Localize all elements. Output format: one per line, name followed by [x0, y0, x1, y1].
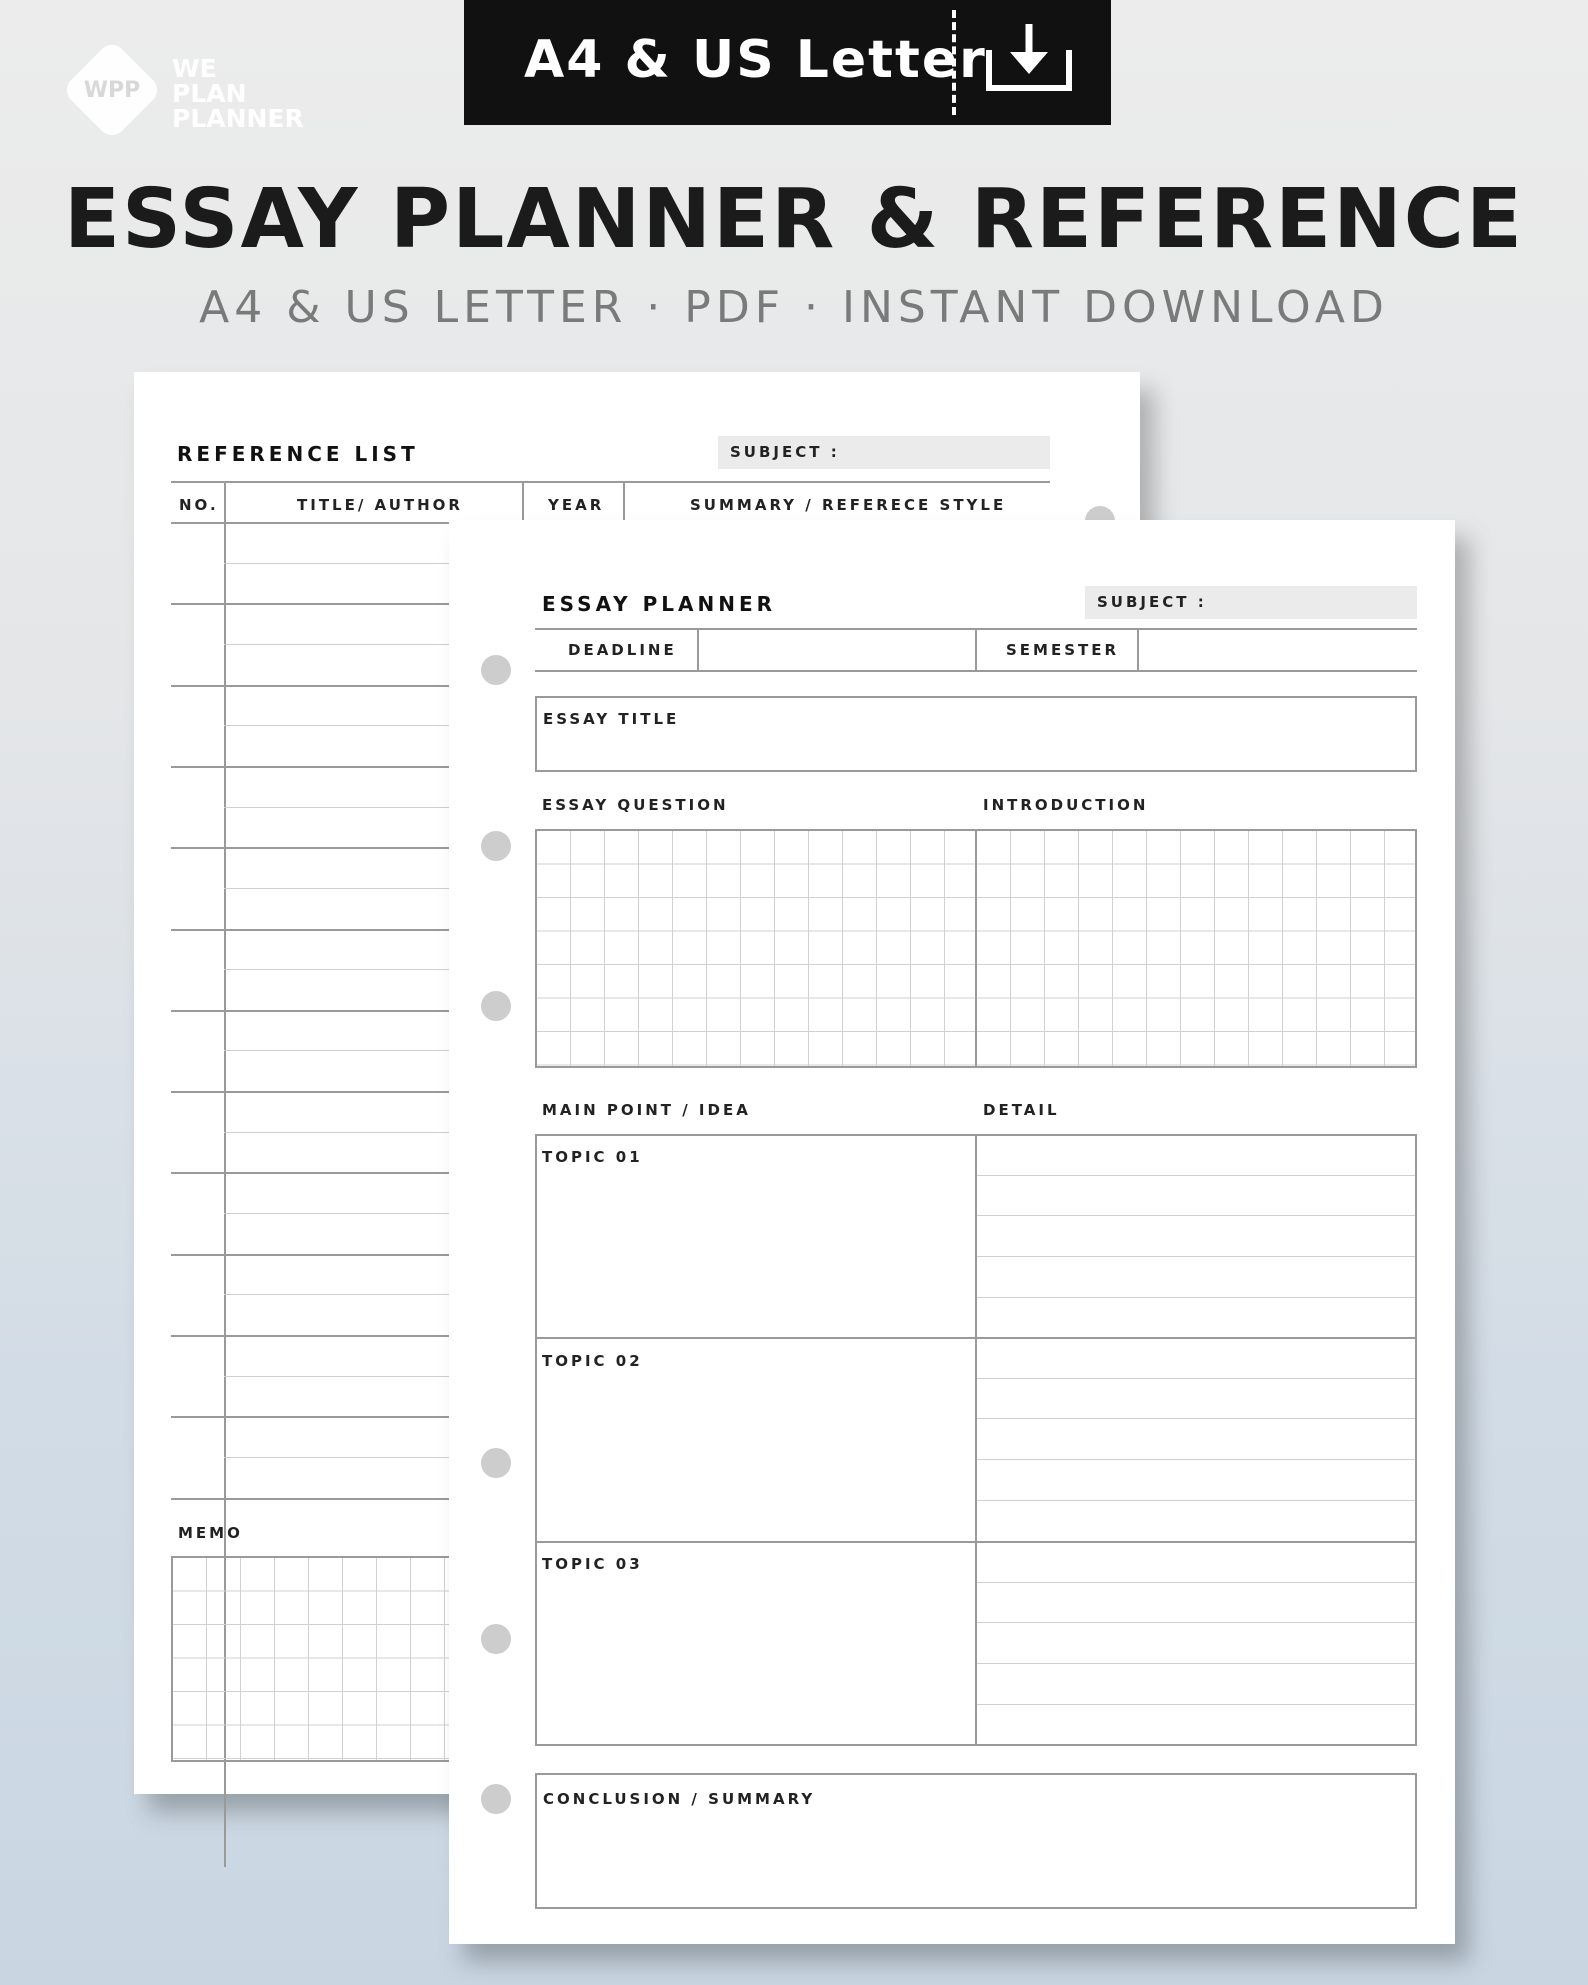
deadline-label: DEADLINE — [568, 641, 677, 659]
topic-separator — [535, 1337, 1417, 1339]
logo-line-3: PLANNER — [172, 104, 304, 133]
detail-line — [977, 1256, 1415, 1257]
column-header-title-author: TITLE/ AUTHOR — [297, 496, 463, 514]
format-banner — [464, 0, 1111, 125]
main-point-label: MAIN POINT / IDEA — [542, 1101, 751, 1119]
topics-divider — [975, 1134, 977, 1746]
detail-line — [977, 1175, 1415, 1176]
deadline-divider — [1137, 628, 1139, 670]
detail-line — [977, 1418, 1415, 1419]
detail-line — [977, 1297, 1415, 1298]
column-divider — [623, 481, 625, 521]
column-divider — [522, 481, 524, 521]
detail-line — [977, 1378, 1415, 1379]
essay-question-grid — [535, 829, 977, 1068]
brand-logo — [62, 50, 302, 140]
binder-hole — [481, 1448, 511, 1478]
memo-label: MEMO — [178, 1524, 243, 1542]
detail-line — [977, 1500, 1415, 1501]
essay-title-box — [535, 696, 1417, 772]
binder-hole — [481, 1784, 511, 1814]
essay-subject-field — [1085, 586, 1417, 619]
essay-subject-label: SUBJECT : — [1097, 593, 1207, 611]
conclusion-box — [535, 1773, 1417, 1909]
detail-line — [977, 1459, 1415, 1460]
format-banner-text: A4 & US Letter — [524, 30, 987, 90]
reference-subject-field — [718, 436, 1050, 469]
column-header-summary: SUMMARY / REFERECE STYLE — [690, 496, 1007, 514]
introduction-grid — [975, 829, 1417, 1068]
conclusion-label: CONCLUSION / SUMMARY — [543, 1790, 816, 1808]
introduction-label: INTRODUCTION — [983, 796, 1149, 814]
binder-hole — [481, 1624, 511, 1654]
binder-hole — [481, 831, 511, 861]
topic-03-label: TOPIC 03 — [542, 1555, 643, 1573]
download-icon — [984, 20, 1074, 95]
column-header-no: NO. — [179, 496, 219, 514]
binder-hole — [481, 655, 511, 685]
page-title: ESSAY PLANNER & REFERENCE — [64, 172, 1524, 267]
deadline-divider — [975, 628, 977, 670]
binder-hole — [481, 991, 511, 1021]
deadline-bottom-rule — [535, 670, 1417, 672]
essay-planner-title: ESSAY PLANNER — [542, 592, 777, 616]
topic-01-label: TOPIC 01 — [542, 1148, 643, 1166]
logo-wordmark — [172, 56, 304, 131]
essay-title-label: ESSAY TITLE — [543, 710, 680, 728]
reference-list-title: REFERENCE LIST — [177, 442, 419, 466]
logo-line-2: PLAN — [172, 79, 247, 108]
detail-line — [977, 1582, 1415, 1583]
detail-line — [977, 1704, 1415, 1705]
column-header-year: YEAR — [548, 496, 605, 514]
logo-line-1: WE — [172, 54, 217, 83]
topic-separator — [535, 1541, 1417, 1543]
reference-subject-label: SUBJECT : — [730, 443, 840, 461]
essay-question-label: ESSAY QUESTION — [542, 796, 729, 814]
semester-label: SEMESTER — [1006, 641, 1120, 659]
topic-02-label: TOPIC 02 — [542, 1352, 643, 1370]
deadline-divider — [697, 628, 699, 670]
detail-line — [977, 1215, 1415, 1216]
detail-label: DETAIL — [983, 1101, 1060, 1119]
detail-line — [977, 1663, 1415, 1664]
logo-mark: WPP — [83, 78, 141, 103]
table-top-rule — [171, 481, 1050, 483]
banner-divider — [952, 10, 956, 115]
essay-planner-page — [449, 520, 1455, 1944]
page-subtitle: A4 & US LETTER · PDF · INSTANT DOWNLOAD — [199, 282, 1389, 333]
detail-line — [977, 1622, 1415, 1623]
